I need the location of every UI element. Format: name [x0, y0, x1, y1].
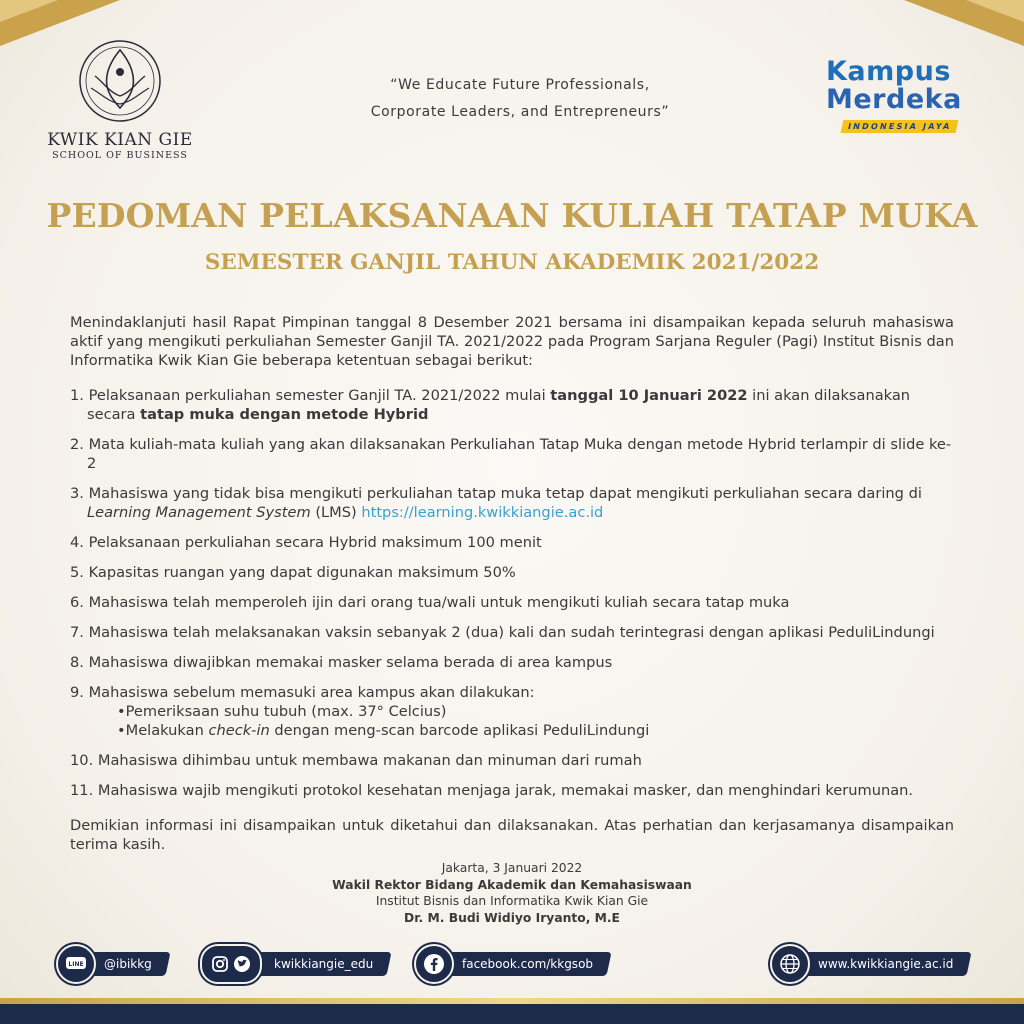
- item-number: 2.: [70, 436, 84, 453]
- social-website[interactable]: [778, 950, 969, 978]
- item-number: 3.: [70, 485, 84, 502]
- item-text: Mahasiswa telah memperoleh ijin dari orang tua/wali untuk mengikuti kuliah secara tatap muka: [88, 594, 790, 611]
- gold-corner-right-light: [966, 0, 1024, 22]
- sub-item-temperature: •Pemeriksaan suhu tubuh (max. 37° Celcius): [117, 703, 447, 720]
- item-italic: Learning Management System: [87, 504, 311, 521]
- facebook-handle: facebook.com/kkgsob: [462, 957, 594, 971]
- list-item: [70, 751, 954, 770]
- signer-name: Dr. M. Budi Widiyo Iryanto, M.E: [404, 910, 620, 925]
- page-subtitle: SEMESTER GANJIL TAHUN AKADEMIK 2021/2022: [204, 250, 820, 275]
- item-text: Mahasiswa diwajibkan memakai masker selama berada di area kampus: [88, 654, 613, 671]
- guideline-list: [70, 386, 954, 800]
- item-text: Pelaksanaan perkuliahan secara Hybrid maksimum 100 menit: [88, 534, 542, 551]
- globe-icon: [770, 944, 810, 984]
- item-bold-date: tanggal 10 Januari 2022: [550, 387, 748, 404]
- list-item: [70, 593, 954, 612]
- tagline-line-1: “We Educate Future Professionals,: [390, 77, 650, 93]
- lms-link[interactable]: https://learning.kwikkiangie.ac.id: [361, 504, 604, 521]
- list-item: [70, 653, 954, 672]
- sub-text: dengan meng-scan barcode aplikasi PeduliLindungi: [269, 722, 650, 739]
- item-number: 7.: [70, 624, 84, 641]
- social-facebook[interactable]: [422, 950, 609, 978]
- signature-block: [0, 860, 1024, 926]
- footer-navy-bar: [0, 1004, 1024, 1024]
- item-number: 5.: [70, 564, 84, 581]
- item-number: 6.: [70, 594, 84, 611]
- sub-text: •Melakukan: [117, 722, 209, 739]
- item-number: 4.: [70, 534, 84, 551]
- item-number: 11.: [70, 782, 94, 799]
- badge-line-1: Kampus: [826, 56, 951, 87]
- intro-paragraph: Menindaklanjuti hasil Rapat Pimpinan tanggal 8 Desember 2021 bersama ini disampaikan kepada seluruh mahasiswa aktif yang mengikuti perkuliahan Semester Ganjil TA. 2021/2022 pada Program Sarjana Reguler (Pagi) Institut Bisnis dan Informatika Kwik Kian Gie beberapa ketentuan sebagai berikut:: [70, 314, 954, 369]
- website-url: www.kwikkiangie.ac.id: [818, 957, 954, 971]
- announcement-body: [70, 313, 954, 854]
- item-text: Mahasiswa wajib mengikuti protokol kesehatan menjaga jarak, memakai masker, dan menghindari kerumunan.: [97, 782, 914, 799]
- item-text: Pelaksanaan perkuliahan semester Ganjil TA. 2021/2022 mulai: [88, 387, 551, 404]
- kkg-logo: [40, 36, 200, 161]
- list-item: [70, 435, 954, 473]
- item-text: Mahasiswa yang tidak bisa mengikuti perkuliahan tatap muka tetap dapat mengikuti perkuliahan secara daring di: [88, 485, 922, 502]
- list-item: [70, 623, 954, 642]
- instagram-twitter-icons: [200, 944, 262, 984]
- item-bold-method: tatap muka dengan metode Hybrid: [140, 406, 429, 423]
- instagram-icon: [211, 955, 229, 973]
- social-line[interactable]: [64, 950, 168, 978]
- item-text: Mahasiswa telah melaksanakan vaksin sebanyak 2 (dua) kali dan sudah terintegrasi dengan aplikasi PeduliLindungi: [88, 624, 935, 641]
- item-text: Mahasiswa dihimbau untuk membawa makanan dan minuman dari rumah: [97, 752, 642, 769]
- item-number: 1.: [70, 387, 84, 404]
- logo-name: KWIK KIAN GIE: [47, 130, 193, 150]
- place-date: Jakarta, 3 Januari 2022: [441, 861, 583, 875]
- signer-position: Wakil Rektor Bidang Akademik dan Kemahasiswaan: [332, 877, 692, 892]
- signer-institution: Institut Bisnis dan Informatika Kwik Kian Gie: [375, 894, 649, 908]
- tagline: [340, 72, 700, 126]
- item-text: Mahasiswa sebelum memasuki area kampus akan dilakukan:: [88, 684, 535, 701]
- closing-paragraph: Demikian informasi ini disampaikan untuk diketahui dan dilaksanakan. Atas perhatian dan kerjasamanya disampaikan terima kasih.: [70, 817, 954, 853]
- item-text: Mata kuliah-mata kuliah yang akan dilaksanakan Perkuliahan Tatap Muka dengan metode Hybrid terlampir di slide ke-2: [87, 436, 952, 472]
- list-item: [70, 563, 954, 582]
- item-number: 8.: [70, 654, 84, 671]
- facebook-icon: [414, 944, 454, 984]
- list-item: [70, 683, 954, 740]
- line-icon-text: LINE: [68, 961, 84, 968]
- sub-item-checkin: [87, 721, 954, 740]
- tagline-line-2: Corporate Leaders, and Entrepreneurs”: [370, 104, 670, 120]
- item-text: (LMS): [310, 504, 362, 521]
- list-item: [70, 533, 954, 552]
- item-number: 10.: [70, 752, 94, 769]
- logo-subtitle: SCHOOL OF BUSINESS: [52, 150, 188, 161]
- social-instagram-twitter[interactable]: [208, 950, 389, 978]
- item-text: ini akan dilaksanakan secara: [87, 387, 911, 423]
- twitter-icon: [233, 955, 251, 973]
- kkg-logo-icon: [75, 36, 165, 126]
- list-item: [70, 484, 954, 522]
- item-text: Kapasitas ruangan yang dapat digunakan maksimum 50%: [88, 564, 516, 581]
- line-handle: @ibikkg: [104, 957, 152, 971]
- badge-line-2: Merdeka: [826, 84, 962, 115]
- instagram-handle: kwikkiangie_edu: [274, 957, 374, 971]
- list-item: [70, 781, 954, 800]
- page-title: PEDOMAN PELAKSANAAN KULIAH TATAP MUKA: [46, 196, 978, 235]
- badge-band: INDONESIA JAYA: [841, 120, 959, 133]
- item-number: 9.: [70, 684, 84, 701]
- line-icon: [56, 944, 96, 984]
- kampus-merdeka-badge: [826, 58, 986, 133]
- list-item: [70, 386, 954, 424]
- gold-corner-left-light: [0, 0, 58, 22]
- sub-italic: check-in: [208, 722, 270, 739]
- social-footer: [0, 944, 1024, 984]
